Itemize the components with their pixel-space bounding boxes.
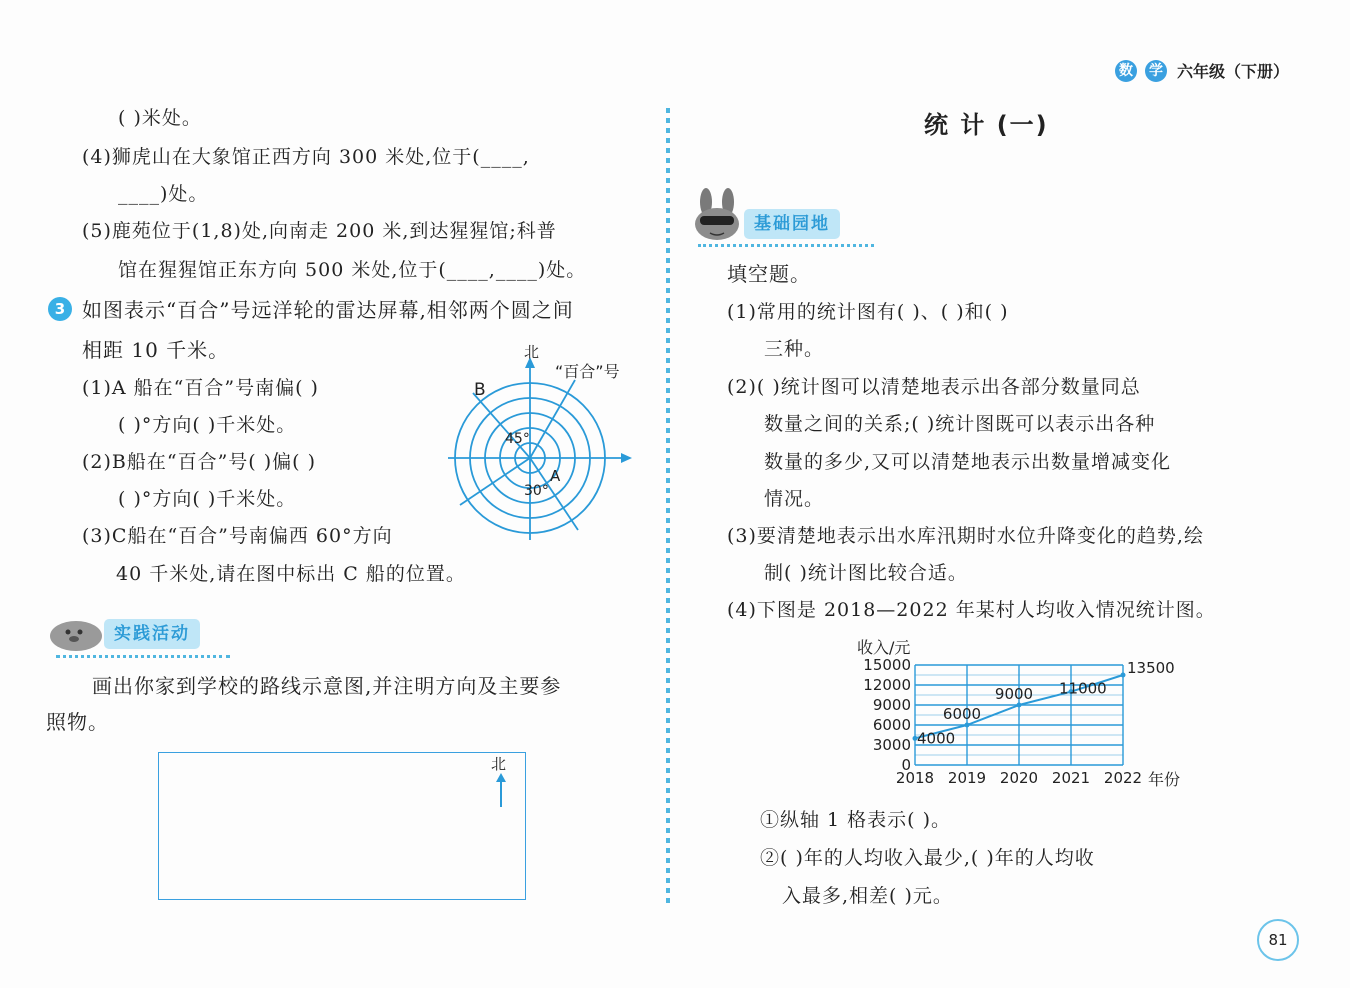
chart-data-label: 13500 <box>1127 659 1175 677</box>
s2-line1: ②( )年的人均收入最少,( )年的人均收 <box>760 847 1095 869</box>
drawing-box[interactable] <box>158 752 526 900</box>
question-4-line2: ____)处。 <box>118 183 209 205</box>
chart-y-tick-label: 12000 <box>863 676 911 694</box>
section-title: 统 计 (一) <box>924 111 1049 139</box>
s2-line2: 入最多,相差( )元。 <box>782 885 953 907</box>
r4-line: (4)下图是 2018—2022 年某村人均收入情况统计图。 <box>727 599 1216 621</box>
question-3-line2: 相距 10 千米。 <box>82 338 230 362</box>
page-divider <box>666 108 670 908</box>
question-3-3-line1: (3)C船在“百合”号南偏西 60°方向 <box>82 525 393 547</box>
chart-data-point <box>1017 703 1022 708</box>
question-5-line2: 馆在猩猩馆正东方向 500 米处,位于(____,____)处。 <box>118 259 587 281</box>
east-arrow <box>621 453 632 463</box>
chart-y-tick-label: 9000 <box>872 696 911 714</box>
grade-label: 六年级（下册） <box>1177 62 1290 81</box>
chart-x-tick-label: 2018 <box>895 769 935 787</box>
question-5-line1: (5)鹿苑位于(1,8)处,向南走 200 米,到达猩猩馆;科普 <box>82 220 557 242</box>
radar-angle-30: 30° <box>524 483 549 499</box>
rabbit-icon <box>692 188 742 242</box>
radar-ship-label: “百合”号 <box>555 362 620 381</box>
box-north-arrow <box>495 773 507 809</box>
basics-section-label: 基础园地 <box>744 209 840 239</box>
chart-data-point <box>1121 673 1126 678</box>
s1-line: ①纵轴 1 格表示( )。 <box>760 809 952 831</box>
chart-x-tick-label: 2020 <box>999 769 1039 787</box>
radar-b-label: B <box>474 380 486 400</box>
r2-line2: 数量之间的关系;( )统计图既可以表示出各种 <box>764 413 1156 435</box>
ship-bearing-line <box>530 380 575 458</box>
r2-line3: 数量的多少,又可以清楚地表示出数量增减变化 <box>764 451 1172 473</box>
r1-line1: (1)常用的统计图有( )、( )和( ) <box>727 301 1009 323</box>
chart-data-label: 9000 <box>994 685 1034 703</box>
chart-x-tick-label: 2019 <box>947 769 987 787</box>
seal-icon <box>48 612 104 652</box>
r2-line1: (2)( )统计图可以清楚地表示出各部分数量同总 <box>727 376 1141 398</box>
question-3-2-line2: ( )°方向( )千米处。 <box>118 488 297 510</box>
r3-line2: 制( )统计图比较合适。 <box>764 562 968 584</box>
activity-line2: 照物。 <box>46 710 109 734</box>
chart-y-tick-label: 3000 <box>872 736 911 754</box>
chart-data-label: 11000 <box>1059 679 1107 698</box>
question-3-1-line2: ( )°方向( )千米处。 <box>118 414 297 436</box>
radar-a-label: A <box>550 467 561 485</box>
question-4-line1: (4)狮虎山在大象馆正西方向 300 米处,位于(____, <box>82 146 530 168</box>
chart-x-tick-label: 2022 <box>1103 769 1143 787</box>
chart-y-tick-label: 0 <box>901 756 911 774</box>
chart-data-label: 6000 <box>942 705 982 723</box>
math-badge-2: 学 <box>1145 60 1167 82</box>
page-number: 81 <box>1257 919 1299 961</box>
r3-line1: (3)要清楚地表示出水库汛期时水位升降变化的趋势,绘 <box>727 525 1204 547</box>
chart-x-axis-label: 年份 <box>1148 770 1181 789</box>
question-3-number: 3 <box>48 297 72 321</box>
r2-line4: 情况。 <box>764 488 825 510</box>
chart-y-axis-label: 收入/元 <box>857 638 911 657</box>
activity-dotted-rule <box>56 655 230 658</box>
text-line: ( )米处。 <box>118 107 202 129</box>
radar-north-label: 北 <box>524 343 540 361</box>
question-3-2-line1: (2)B船在“百合”号( )偏( ) <box>82 451 317 473</box>
fill-title: 填空题。 <box>727 262 811 286</box>
box-north-label: 北 <box>491 755 507 773</box>
radar-diagram <box>440 335 660 540</box>
income-line-chart <box>840 630 1200 795</box>
chart-y-tick-label: 15000 <box>863 656 911 674</box>
question-3-3-line2: 40 千米处,请在图中标出 C 船的位置。 <box>116 563 466 585</box>
chart-x-tick-label: 2021 <box>1051 769 1091 787</box>
question-3-line1: 如图表示“百合”号远洋轮的雷达屏幕,相邻两个圆之间 <box>82 298 574 322</box>
r1-line2: 三种。 <box>764 338 825 360</box>
basics-dotted-rule <box>698 244 874 247</box>
chart-data-label: 4000 <box>917 729 956 748</box>
radar-angle-45: 45° <box>505 431 530 447</box>
math-badge-1: 数 <box>1115 60 1137 82</box>
question-3-1-line1: (1)A 船在“百合”号南偏( ) <box>82 377 319 399</box>
activity-section-label: 实践活动 <box>104 619 200 649</box>
chart-data-point <box>965 723 970 728</box>
activity-line1: 画出你家到学校的路线示意图,并注明方向及主要参 <box>92 674 562 698</box>
chart-y-tick-label: 6000 <box>872 716 911 734</box>
